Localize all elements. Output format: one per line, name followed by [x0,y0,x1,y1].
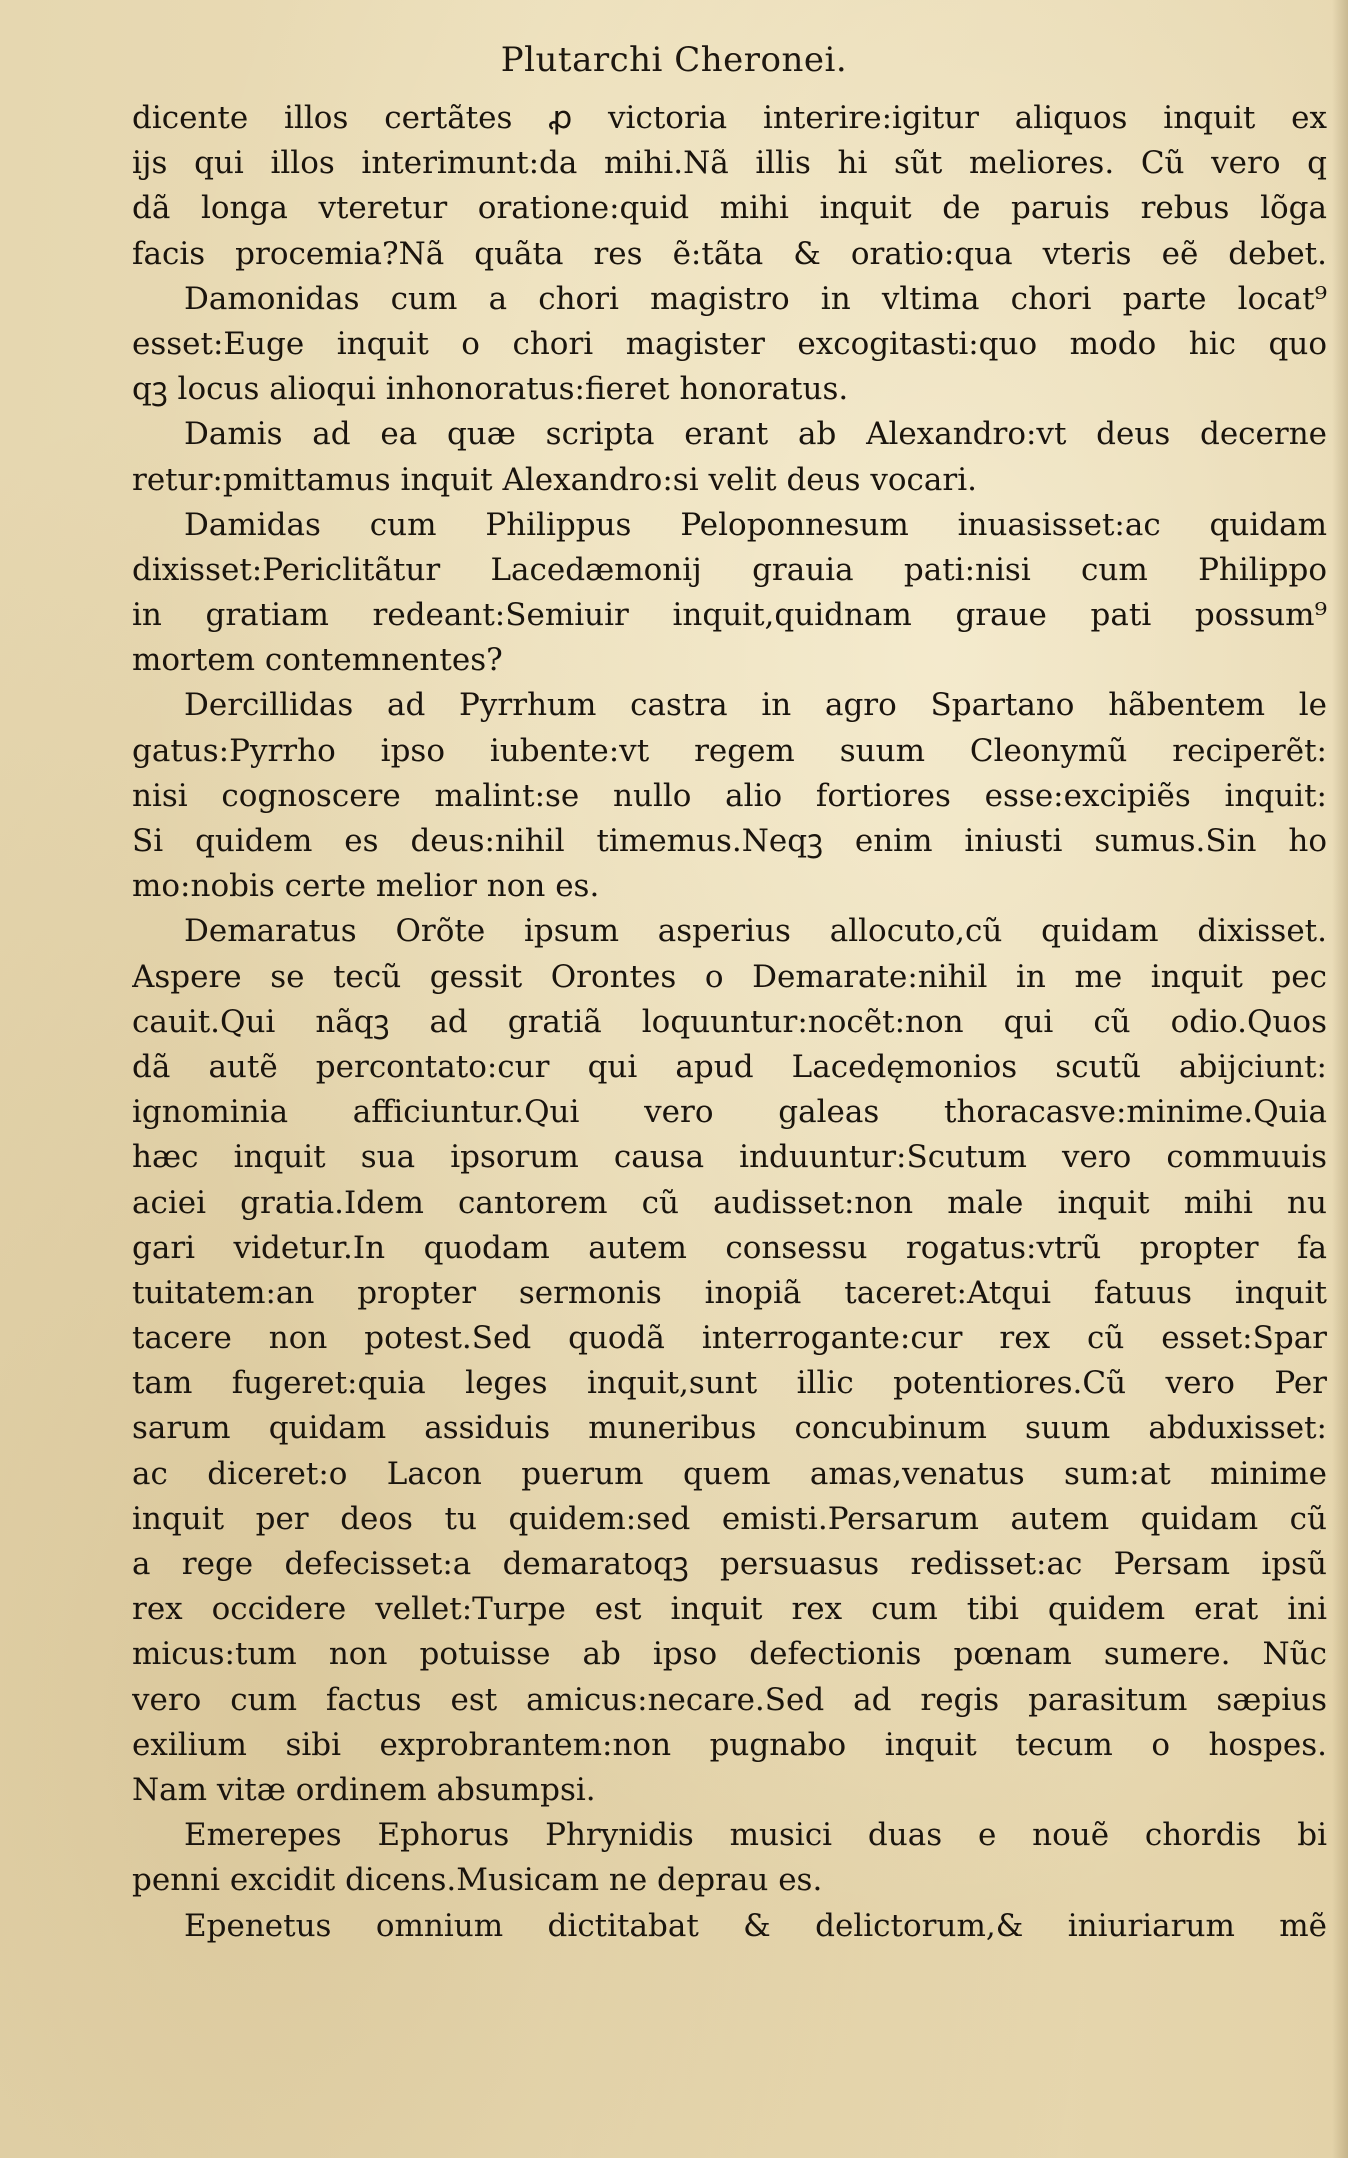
text-line: vero cum factus est amicus:necare.Sed ad regis parasitum sæpius [132,1681,1327,1718]
text-line: exilium sibi exprobrantem:non pugnabo inquit tecum o hospes. [132,1726,1327,1763]
text-line: rex occidere vellet:Turpe est inquit rex cum tibi quidem erat ini [132,1591,1327,1628]
text-line: ac diceret:o Lacon puerum quem amas,venatus sum:at minime [132,1455,1327,1492]
text-line: dicente illos certãtes ꝓ victoria interire:igitur aliquos inquit ex [132,100,1327,136]
text-line: tacere non potest.Sed quodã interrogante:cur rex cũ esset:Spar [132,1320,1327,1357]
text-line: Dercillidas ad Pyrrhum castra in agro Spartano hãbentem le [184,687,1327,724]
text-line: nisi cognoscere malint:se nullo alio fortiores esse:excipiẽs inquit: [132,777,1327,814]
text-line: gari videtur.In quodam autem consessu rogatus:vtrũ propter fa [132,1229,1327,1266]
text-line: esset:Euge inquit o chori magister excogitasti:quo modo hic quo [132,325,1327,362]
text-line: ignominia afficiuntur.Qui vero galeas thoracasve:minime.Quia [132,1094,1327,1131]
text-line: Aspere se tecũ gessit Orontes o Demarate:nihil in me inquit pec [132,958,1327,995]
text-line: Epenetus omnium dictitabat & delictorum,& iniuriarum mẽ [184,1907,1327,1944]
text-line: a rege defecisset:a demaratoqꝫ persuasus redisset:ac Persam ipsũ [132,1546,1327,1582]
text-line: dã autẽ percontato:cur qui apud Lacedęmonios scutũ abijciunt: [132,1048,1327,1085]
text-line: in gratiam redeant:Semiuir inquit,quidnam graue pati possum⁹ [132,597,1327,634]
text-line: ijs qui illos interimunt:da mihi.Nã illis hi sũt meliores. Cũ vero q [132,145,1327,182]
page-edge-shadow [1332,0,1348,2158]
text-line: cauit.Qui nãqꝫ ad gratiã loquuntur:nocẽt:non qui cũ odio.Quos [132,1003,1327,1040]
text-line: tam fugeret:quia leges inquit,sunt illic potentiores.Cũ vero Per [132,1365,1327,1402]
text-line: hæc inquit sua ipsorum causa induuntur:Scutum vero commuuis [132,1139,1327,1176]
text-line: aciei gratia.Idem cantorem cũ audisset:non male inquit mihi nu [132,1184,1327,1221]
text-line: micus:tum non potuisse ab ipso defectionis pœnam sumere. Nũc [132,1636,1327,1673]
running-head: Plutarchi Cheronei. [500,40,848,80]
text-line: Emerepes Ephorus Phrynidis musici duas e nouẽ chordis bi [184,1817,1327,1854]
text-line: dixisset:Periclitãtur Lacedæmonij grauia pati:nisi cum Philippo [132,551,1327,588]
text-line: inquit per deos tu quidem:sed emisti.Persarum autem quidam cũ [132,1500,1327,1537]
text-line: Nam vitæ ordinem absumpsi. [132,1771,596,1808]
text-line: retur:pmittamus inquit Alexandro:si velit deus vocari. [132,461,977,498]
text-line: mortem contemnentes? [132,642,503,679]
text-line: Damidas cum Philippus Peloponnesum inuasisset:ac quidam [184,506,1327,543]
text-line: Damonidas cum a chori magistro in vltima chori parte locat⁹ [184,280,1327,317]
text-line: Demaratus Orõte ipsum asperius allocuto,cũ quidam dixisset. [184,913,1327,950]
text-line: gatus:Pyrrho ipso iubente:vt regem suum Cleonymũ reciperẽt: [132,732,1327,769]
text-line: mo:nobis certe melior non es. [132,868,600,905]
text-block [132,96,1327,1949]
text-line: qꝫ locus alioqui inhonoratus:fieret honoratus. [132,371,849,408]
text-line: dã longa vteretur oratione:quid mihi inquit de paruis rebus lõga [132,190,1327,227]
text-line: penni excidit dicens.Musicam ne deprau es. [132,1862,823,1899]
text-line: Damis ad ea quæ scripta erant ab Alexandro:vt deus decerne [184,416,1327,453]
text-line: Si quidem es deus:nihil timemus.Neqꝫ enim iniusti sumus.Sin ho [132,823,1327,859]
text-line: facis procemia?Nã quãta res ẽ:tãta & oratio:qua vteris eẽ debet. [132,235,1327,272]
text-line: tuitatem:an propter sermonis inopiã taceret:Atqui fatuus inquit [132,1274,1327,1311]
text-line: sarum quidam assiduis muneribus concubinum suum abduxisset: [132,1410,1327,1447]
